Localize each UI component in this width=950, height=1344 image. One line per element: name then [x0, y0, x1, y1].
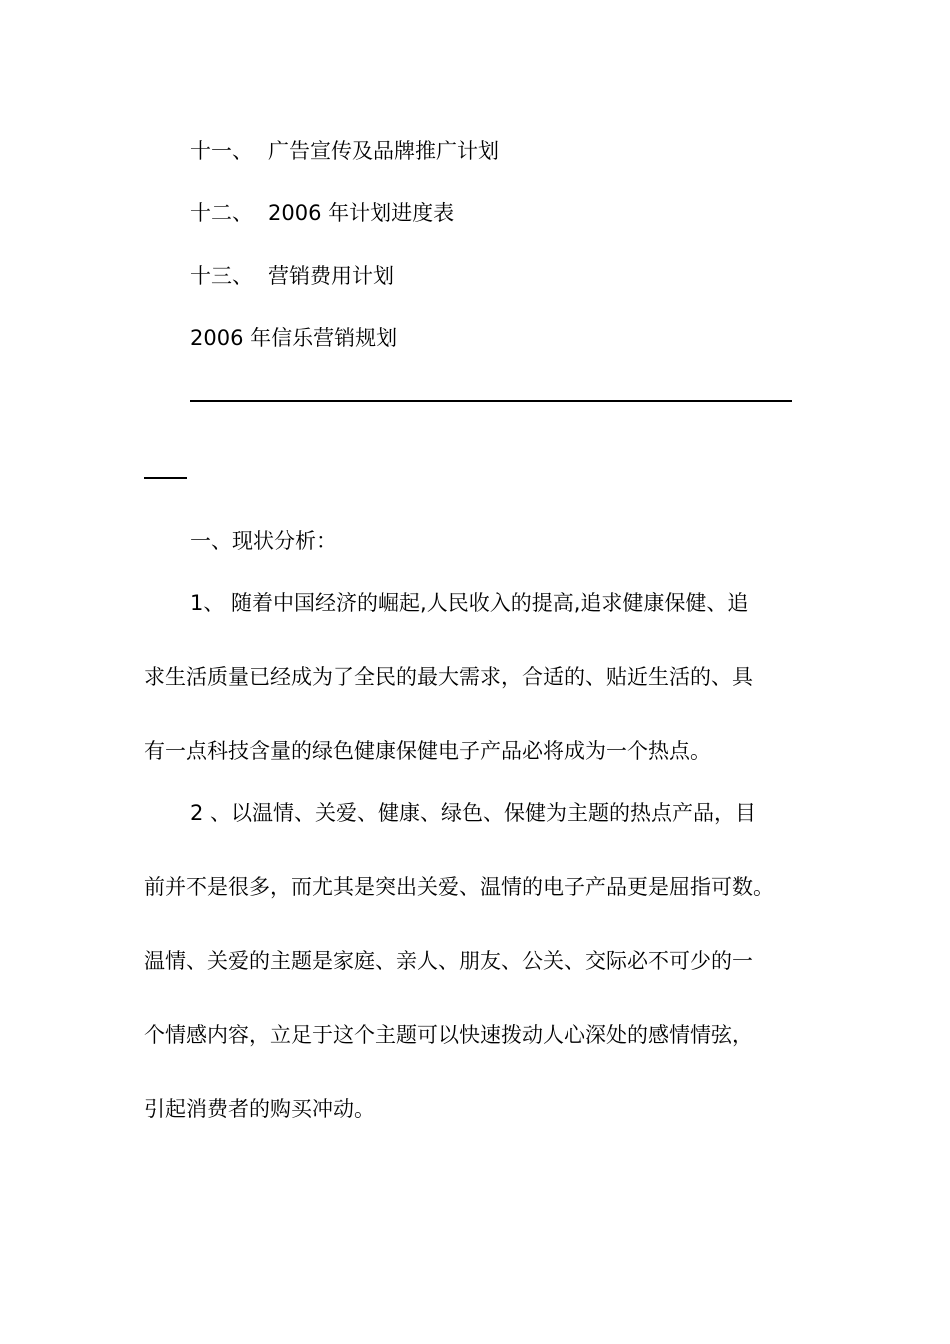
toc-title: 广告宣传及品牌推广计划	[268, 139, 499, 163]
toc-item-11	[190, 136, 499, 166]
paragraph-1-line-3: 有一点科技含量的绿色健康保健电子产品必将成为一个热点。	[144, 739, 711, 763]
toc-item-12	[190, 198, 454, 228]
toc-item-13	[190, 261, 394, 291]
toc-number: 十二、	[190, 201, 253, 225]
document-title: 2006 年信乐营销规划	[190, 326, 398, 350]
separator-rule-continued	[144, 477, 187, 479]
paragraph-2-line-4: 个情感内容，立足于这个主题可以快速拨动人心深处的感情情弦，	[144, 1023, 753, 1047]
toc-number: 十一、	[190, 139, 253, 163]
paragraph-2-line-2: 前并不是很多，而尤其是突出关爱、温情的电子产品更是屈指可数。	[144, 875, 774, 899]
toc-title: 营销费用计划	[268, 264, 394, 288]
paragraph-1-line-1: 1、 随着中国经济的崛起,人民收入的提高,追求健康保健、追	[190, 591, 749, 615]
paragraph-2-line-1: 2 、以温情、关爱、健康、绿色、保健为主题的热点产品，目	[190, 801, 757, 825]
toc-number: 十三、	[190, 264, 253, 288]
paragraph-1-line-2: 求生活质量已经成为了全民的最大需求，合适的、贴近生活的、具	[144, 665, 753, 689]
section-heading: 一、现状分析：	[190, 529, 337, 553]
toc-title: 2006 年计划进度表	[268, 201, 455, 225]
paragraph-2-line-3: 温情、关爱的主题是家庭、亲人、朋友、公关、交际必不可少的一	[144, 949, 753, 973]
separator-rule	[190, 400, 792, 402]
paragraph-2-line-5: 引起消费者的购买冲动。	[144, 1097, 375, 1121]
